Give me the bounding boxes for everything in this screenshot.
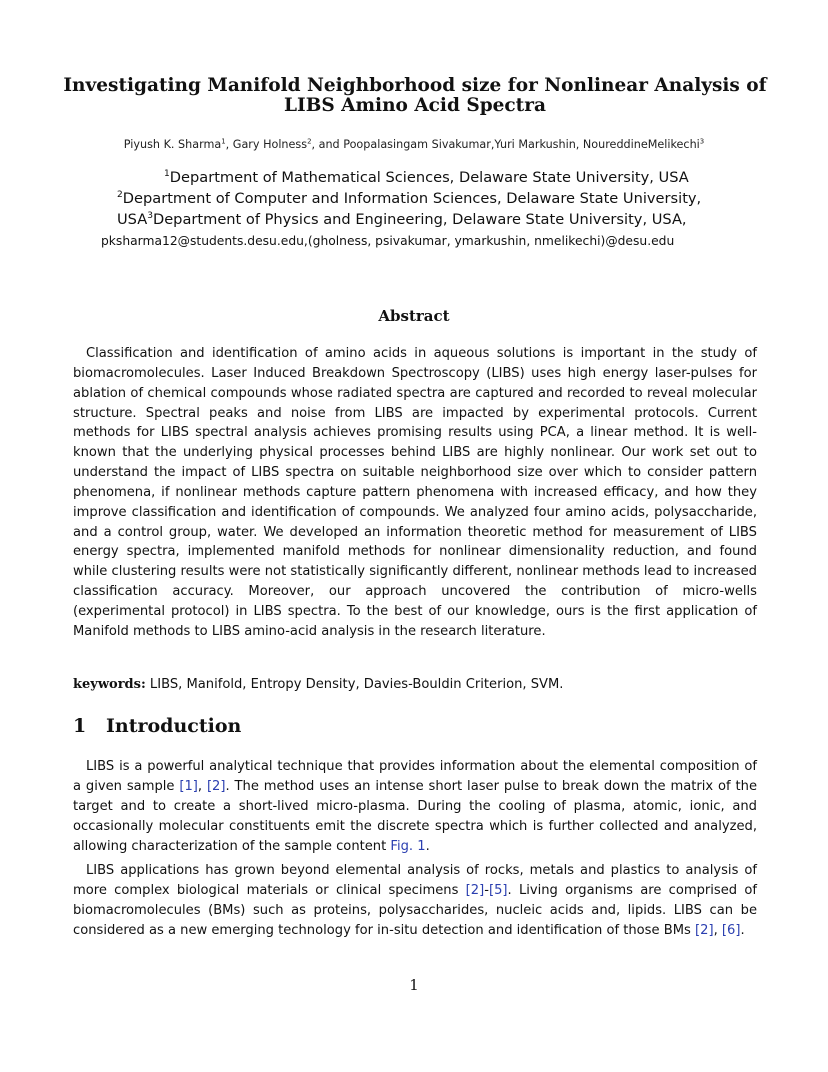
author-1-affiliation-mark: 1 [221,137,226,146]
author-1: Piyush K. Sharma [123,138,222,151]
keywords-line [73,677,563,692]
citation-link[interactable]: [2] [695,923,714,939]
intro-p1-text-2: , [197,779,207,795]
author-list [40,138,788,151]
intro-p2-text-4: , [713,923,722,939]
intro-p1-text-4: . [425,839,430,855]
citation-link[interactable]: [1] [179,779,198,795]
intro-p2-text-2: - [484,883,489,899]
citation-link[interactable]: [5] [488,883,508,899]
intro-p2-text-5: . [740,923,745,939]
intro-paragraph-1 [73,757,757,857]
intro-p1-text-3: . The method uses an intense short laser pulse to break down the matrix of the target and to create a short-lived micro-plasma. During the cooling of plasma, atomic, ionic, and occasionally molecular constituents emit the discrete spectra which is further collected and analyzed, allowing characterization of the sample content [73,779,758,855]
citation-link[interactable]: [2] [206,779,226,795]
intro-p2-text-1: LIBS applications has grown beyond elemental analysis of rocks, metals and plastics to analysis of more complex biological materials or clinical specimens [73,863,757,899]
affiliation-2 [117,189,701,209]
affiliation-2-text: Department of Computer and Information Sciences, Delaware State University, [122,190,702,207]
figure-reference-link[interactable]: Fig. 1 [390,839,426,855]
page-number: 1 [409,976,419,994]
title-line-2: LIBS Amino Acid Spectra [284,95,546,116]
affiliation-3-mark: 3 [147,211,153,222]
author-3: , and Poopalasingam Sivakumar,Yuri Markushin, NoureddineMelikechi [311,138,700,151]
author-emails: pksharma12@students.desu.edu,(gholness, psivakumar, ymarkushin, nmelikechi)@desu.edu [101,234,675,248]
keywords-label: keywords: [73,677,146,692]
section-title: Introduction [106,715,242,737]
keywords-text: LIBS, Manifold, Entropy Density, Davies-Bouldin Criterion, SVM. [145,677,564,692]
section-heading-introduction [73,715,241,737]
intro-p2-text-3: . Living organisms are comprised of biomacromolecules (BMs) such as proteins, polysaccharides, nucleic acids and, lipids. LIBS can be considered as a new emerging technology for in-situ detection and identification of those BMs [73,883,757,939]
affiliation-2-continued: USA [117,211,148,228]
abstract-heading: Abstract [378,307,450,325]
citation-link[interactable]: [6] [721,923,741,939]
intro-paragraph-2 [73,861,757,941]
intro-p1-text-1: LIBS is a powerful analytical technique that provides information about the elemental composition of a given sample [73,759,757,795]
affiliation-1-text: Department of Mathematical Sciences, Delaware State University, USA [169,169,689,186]
affiliation-2-mark: 2 [117,190,123,201]
affiliation-1 [164,168,689,188]
title-line-1: Investigating Manifold Neighborhood size for Nonlinear Analysis of [63,75,767,96]
paper-title [60,76,770,116]
section-number: 1 [73,715,87,737]
author-2: , Gary Holness [225,138,308,151]
author-3-affiliation-mark: 3 [699,137,705,146]
affiliation-3 [117,210,687,230]
affiliation-3-text: Department of Physics and Engineering, Delaware State University, USA, [152,211,687,228]
citation-link[interactable]: [2] [465,883,485,899]
author-2-affiliation-mark: 2 [307,137,312,146]
abstract-body: Classification and identification of amino acids in aqueous solutions is important in the study of biomacromolecules. Laser Induced Breakdown Spectroscopy (LIBS) uses high energy laser-pulses for ablation of chemical compounds whose radiated spectra are captured and recorded to reveal molecular structure. Spectral peaks and noise from LIBS are impacted by experimental protocols. Current methods for LIBS spectral analysis achieves promising results using PCA, a linear method. It is well-known that the underlying physical processes behind LIBS are highly nonlinear. Our work set out to understand the impact of LIBS spectra on suitable neighborhood size over which to consider pattern phenomena, if nonlinear methods capture pattern phenomena with increased efficacy, and how they improve classification and identification of compounds. We analyzed four amino acids, polysaccharide, and a control group, water. We developed an information theoretic method for measurement of LIBS energy spectra, implemented manifold methods for nonlinear dimensionality reduction, and found while clustering results were not statistically significantly different, nonlinear methods lead to increased classification accuracy. Moreover, our approach uncovered the contribution of micro-wells (experimental protocol) in LIBS spectra. To the best of our knowledge, ours is the first application of Manifold methods to LIBS amino-acid analysis in the research literature. [73,346,757,639]
affiliation-1-mark: 1 [164,169,170,180]
